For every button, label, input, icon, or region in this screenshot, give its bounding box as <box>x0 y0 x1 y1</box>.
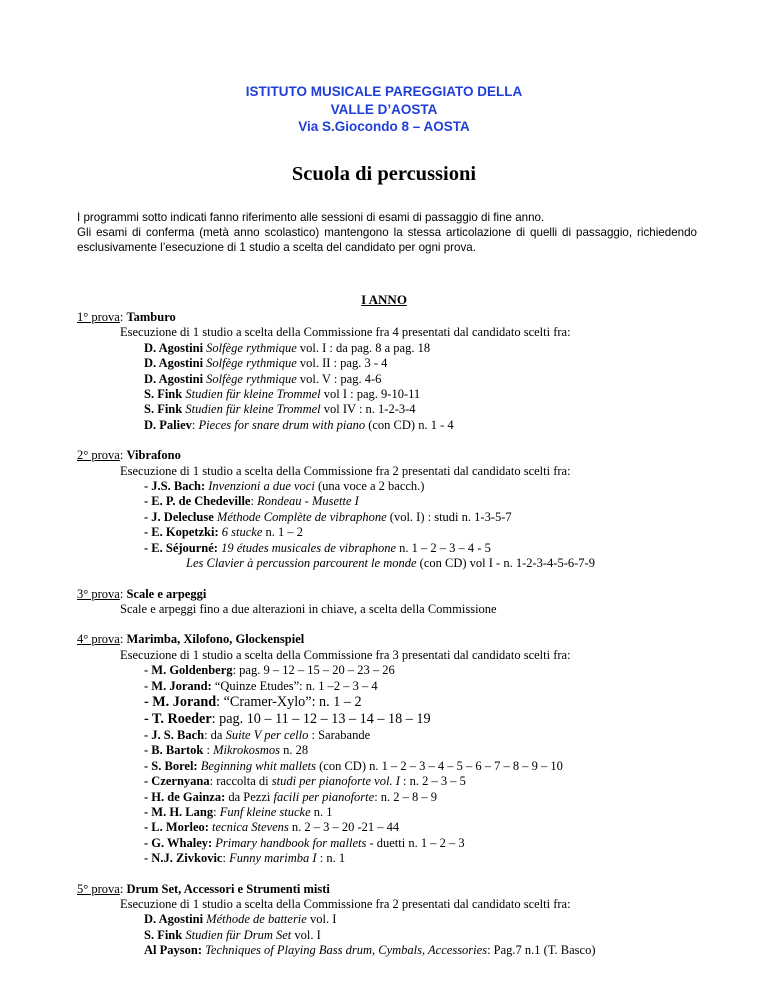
item-work-title: Studien für kleine Trommel <box>185 402 321 417</box>
item-detail: - duetti n. 1 – 2 – 3 <box>366 835 465 850</box>
item-work-title: 6 stucke <box>221 525 263 540</box>
item-detail: : n. 1 <box>316 851 346 866</box>
item-author: - J. S. Bach <box>144 727 205 742</box>
item-detail: vol. II : pag. 3 - 4 <box>296 356 388 371</box>
item-detail: n. 1 – 2 <box>262 525 304 540</box>
repertoire-item <box>144 694 717 711</box>
intro-paragraph-1: I programmi sotto indicati fanno riferimento alle sessioni di esami di passaggio di fine anno. <box>77 211 545 224</box>
item-detail: : n. 2 – 3 – 5 <box>399 774 466 789</box>
item-author: - J. Delecluse <box>144 509 217 524</box>
repertoire-item <box>144 494 717 509</box>
item-author: - M. Jorand: <box>144 678 215 693</box>
item-detail: : <box>250 494 258 509</box>
item-work-title: Solfège rythmique <box>206 371 297 386</box>
item-work-title: Invenzioni a due voci <box>208 479 315 494</box>
exam-section <box>77 448 717 571</box>
item-author: - L. Morleo: <box>144 820 213 835</box>
item-work-title: Studien für Drum Set <box>185 927 292 942</box>
section-heading <box>77 448 717 463</box>
item-work-title: Suite V per cello <box>225 727 309 742</box>
intro-text <box>77 210 697 255</box>
item-author: S. Fink <box>144 927 186 942</box>
section-number: 2° prova <box>77 448 120 463</box>
item-detail: vol IV : n. 1-2-3-4 <box>320 402 416 417</box>
item-work-title: facili per pianoforte <box>273 789 375 804</box>
item-detail: : <box>203 743 214 758</box>
section-heading <box>77 632 717 647</box>
repertoire-item <box>144 774 717 789</box>
institute-address: Via S.Giocondo 8 – AOSTA <box>298 119 470 134</box>
repertoire-item <box>144 928 717 943</box>
exam-section <box>77 882 717 959</box>
item-author: - E. P. de Chedeville <box>144 494 251 509</box>
repertoire-item <box>144 728 717 743</box>
institute-name-line1: ISTITUTO MUSICALE PAREGGIATO DELLA <box>245 84 523 99</box>
item-detail: vol. I <box>291 927 321 942</box>
exam-section <box>77 587 717 618</box>
item-author: - E. Kopetzki: <box>144 525 222 540</box>
item-detail: (vol. I) : studi n. 1-3-5-7 <box>386 509 512 524</box>
item-detail: (con CD) n. 1 - 4 <box>365 417 454 432</box>
section-separator: : <box>119 586 127 601</box>
item-author: - J.S. Bach: <box>144 479 209 494</box>
section-name: Scale e arpeggi <box>126 586 207 601</box>
item-detail: : <box>191 417 199 432</box>
item-author: - M. H. Lang <box>144 804 214 819</box>
repertoire-item <box>144 341 717 356</box>
item-detail: : <box>222 851 230 866</box>
item-author: - B. Bartok <box>144 743 204 758</box>
section-number: 3° prova <box>77 586 120 601</box>
repertoire-item <box>144 820 717 835</box>
institute-header <box>0 83 768 136</box>
item-author: Al Payson: <box>144 943 206 958</box>
item-detail: : Sarabande <box>308 727 371 742</box>
item-work-title: Méthode de batterie <box>206 912 307 927</box>
repertoire-item <box>144 541 717 556</box>
section-number: 4° prova <box>77 632 120 647</box>
item-detail: : raccolta di <box>209 774 272 789</box>
section-heading <box>77 882 717 897</box>
item-work-title: Techniques of Playing Bass drum, Cymbals, Accessories <box>205 943 488 958</box>
repertoire-item <box>144 711 717 728</box>
item-work-title: Mikrokosmos <box>213 743 280 758</box>
item-author: - T. Roeder <box>144 710 212 727</box>
item-author: S. Fink <box>144 387 186 402</box>
item-work-title: studi per pianoforte vol. I <box>271 774 400 789</box>
repertoire-item <box>144 387 717 402</box>
item-detail: : pag. 10 – 11 – 12 – 13 – 14 – 18 – 19 <box>211 710 431 727</box>
section-separator: : <box>119 448 127 463</box>
item-detail: vol I : pag. 9-10-11 <box>320 387 421 402</box>
item-detail: n. 28 <box>280 743 309 758</box>
section-description: Esecuzione di 1 studio a scelta della Commissione fra 2 presentati dal candidato scelti fra: <box>120 897 571 911</box>
item-author: D. Paliev <box>144 417 192 432</box>
item-detail: (con CD) vol I - n. 1-2-3-4-5-6-7-9 <box>416 556 595 571</box>
repertoire-item <box>144 790 717 805</box>
item-detail: : pag. 9 – 12 – 15 – 20 – 23 – 26 <box>232 663 395 678</box>
section-heading <box>77 587 717 602</box>
section-description: Esecuzione di 1 studio a scelta della Commissione fra 2 presentati dal candidato scelti fra: <box>120 463 571 478</box>
item-detail: (con CD) n. 1 – 2 – 3 – 4 – 5 – 6 – 7 – 8 – 9 – 10 <box>316 758 563 773</box>
repertoire-item <box>144 836 717 851</box>
section-number: 5° prova <box>77 881 120 896</box>
repertoire-item <box>186 556 717 571</box>
item-detail: : Pag.7 n.1 (T. Basco) <box>487 943 596 958</box>
exam-section <box>77 310 717 433</box>
repertoire-item <box>144 805 717 820</box>
repertoire-item <box>144 402 717 417</box>
section-description: Esecuzione di 1 studio a scelta della Commissione fra 3 presentati dal candidato scelti fra: <box>120 647 571 662</box>
item-work-title: Solfège rythmique <box>206 356 297 371</box>
item-work-title: Funf kleine stucke <box>219 804 311 819</box>
item-author: - S. Borel: <box>144 758 201 773</box>
item-detail: vol. I <box>306 912 337 927</box>
item-work-title: Primary handbook for mallets <box>215 835 367 850</box>
item-author: D. Agostini <box>144 371 207 386</box>
item-author: D. Agostini <box>144 340 207 355</box>
repertoire-item <box>144 743 717 758</box>
repertoire-item <box>144 479 717 494</box>
item-work-title: Méthode Complète de vibraphone <box>216 509 387 524</box>
section-name: Vibrafono <box>126 448 181 463</box>
repertoire-item <box>144 418 717 433</box>
repertoire-item <box>144 679 717 694</box>
item-detail: n. 1 <box>310 804 333 819</box>
item-detail: vol. I : da pag. 8 a pag. 18 <box>296 340 431 355</box>
exam-section <box>77 632 717 866</box>
section-heading <box>77 310 717 325</box>
item-detail: “Quinze Etudes”: n. 1 –2 – 3 – 4 <box>214 678 378 693</box>
repertoire-item <box>144 525 717 540</box>
section-description: Esecuzione di 1 studio a scelta della Commissione fra 4 presentati dal candidato scelti fra: <box>120 325 571 340</box>
item-work-title: Rondeau - Musette I <box>257 494 359 509</box>
item-work-title: tecnica Stevens <box>212 820 289 835</box>
page-title: Scuola di percussioni <box>291 163 477 185</box>
repertoire-item <box>144 851 717 866</box>
item-work-title: Funny marimba I <box>229 851 317 866</box>
section-number: 1° prova <box>77 310 120 324</box>
item-author: D. Agostini <box>144 912 207 927</box>
item-work-title: Studien für kleine Trommel <box>185 387 321 402</box>
repertoire-item <box>144 372 717 387</box>
item-detail: vol. V : pag. 4-6 <box>296 371 382 386</box>
section-separator: : <box>119 310 127 324</box>
item-author: - M. Goldenberg <box>144 663 233 678</box>
item-work-title: 19 études musicales de vibraphone <box>221 540 397 555</box>
repertoire-item <box>144 759 717 774</box>
repertoire-item <box>144 912 717 927</box>
exam-sections <box>77 310 717 974</box>
section-name: Drum Set, Accessori e Strumenti misti <box>126 881 330 896</box>
item-detail: : <box>213 804 220 819</box>
repertoire-item <box>144 943 717 958</box>
item-work-title: Pieces for snare drum with piano <box>198 417 366 432</box>
item-work-title: Solfège rythmique <box>206 340 297 355</box>
item-detail: n. 1 – 2 – 3 – 4 - 5 <box>396 540 491 555</box>
item-detail: : “Cramer-Xylo”: n. 1 – 2 <box>216 693 362 710</box>
section-separator: : <box>119 881 127 896</box>
item-author: D. Agostini <box>144 356 207 371</box>
item-author: - Czernyana <box>144 774 210 789</box>
item-author: - G. Whaley: <box>144 835 216 850</box>
section-name: Tamburo <box>126 310 176 324</box>
item-detail: (una voce a 2 bacch.) <box>314 479 425 494</box>
intro-paragraph-2: Gli esami di conferma (metà anno scolastico) mantengono la stessa articolazione di quelli di passaggio, richiedendo esclusivamente l’esecuzione di 1 studio a scelta del candidato per ogni prova. <box>77 226 697 254</box>
item-detail: : da <box>204 727 226 742</box>
item-author: S. Fink <box>144 402 186 417</box>
repertoire-item <box>144 510 717 525</box>
section-description: Scale e arpeggi fino a due alterazioni in chiave, a scelta della Commissione <box>120 601 497 616</box>
item-detail: n. 2 – 3 – 20 -21 – 44 <box>288 820 400 835</box>
repertoire-item <box>144 356 717 371</box>
item-author: - H. de Gainza: <box>144 789 229 804</box>
item-author: - M. Jorand <box>144 693 217 710</box>
item-work-title: Les Clavier à percussion parcourent le monde <box>186 556 417 571</box>
item-detail: : n. 2 – 8 – 9 <box>374 789 438 804</box>
section-separator: : <box>119 632 127 647</box>
section-name: Marimba, Xilofono, Glockenspiel <box>126 632 305 647</box>
item-work-title: Beginning whit mallets <box>200 758 316 773</box>
repertoire-item <box>144 663 717 678</box>
item-author: - N.J. Zivkovic <box>144 851 223 866</box>
item-author: - E. Séjourné: <box>144 540 222 555</box>
item-detail: da Pezzi <box>228 789 274 804</box>
year-heading: I ANNO <box>361 292 407 307</box>
institute-name-line2: VALLE D’AOSTA <box>330 101 438 117</box>
